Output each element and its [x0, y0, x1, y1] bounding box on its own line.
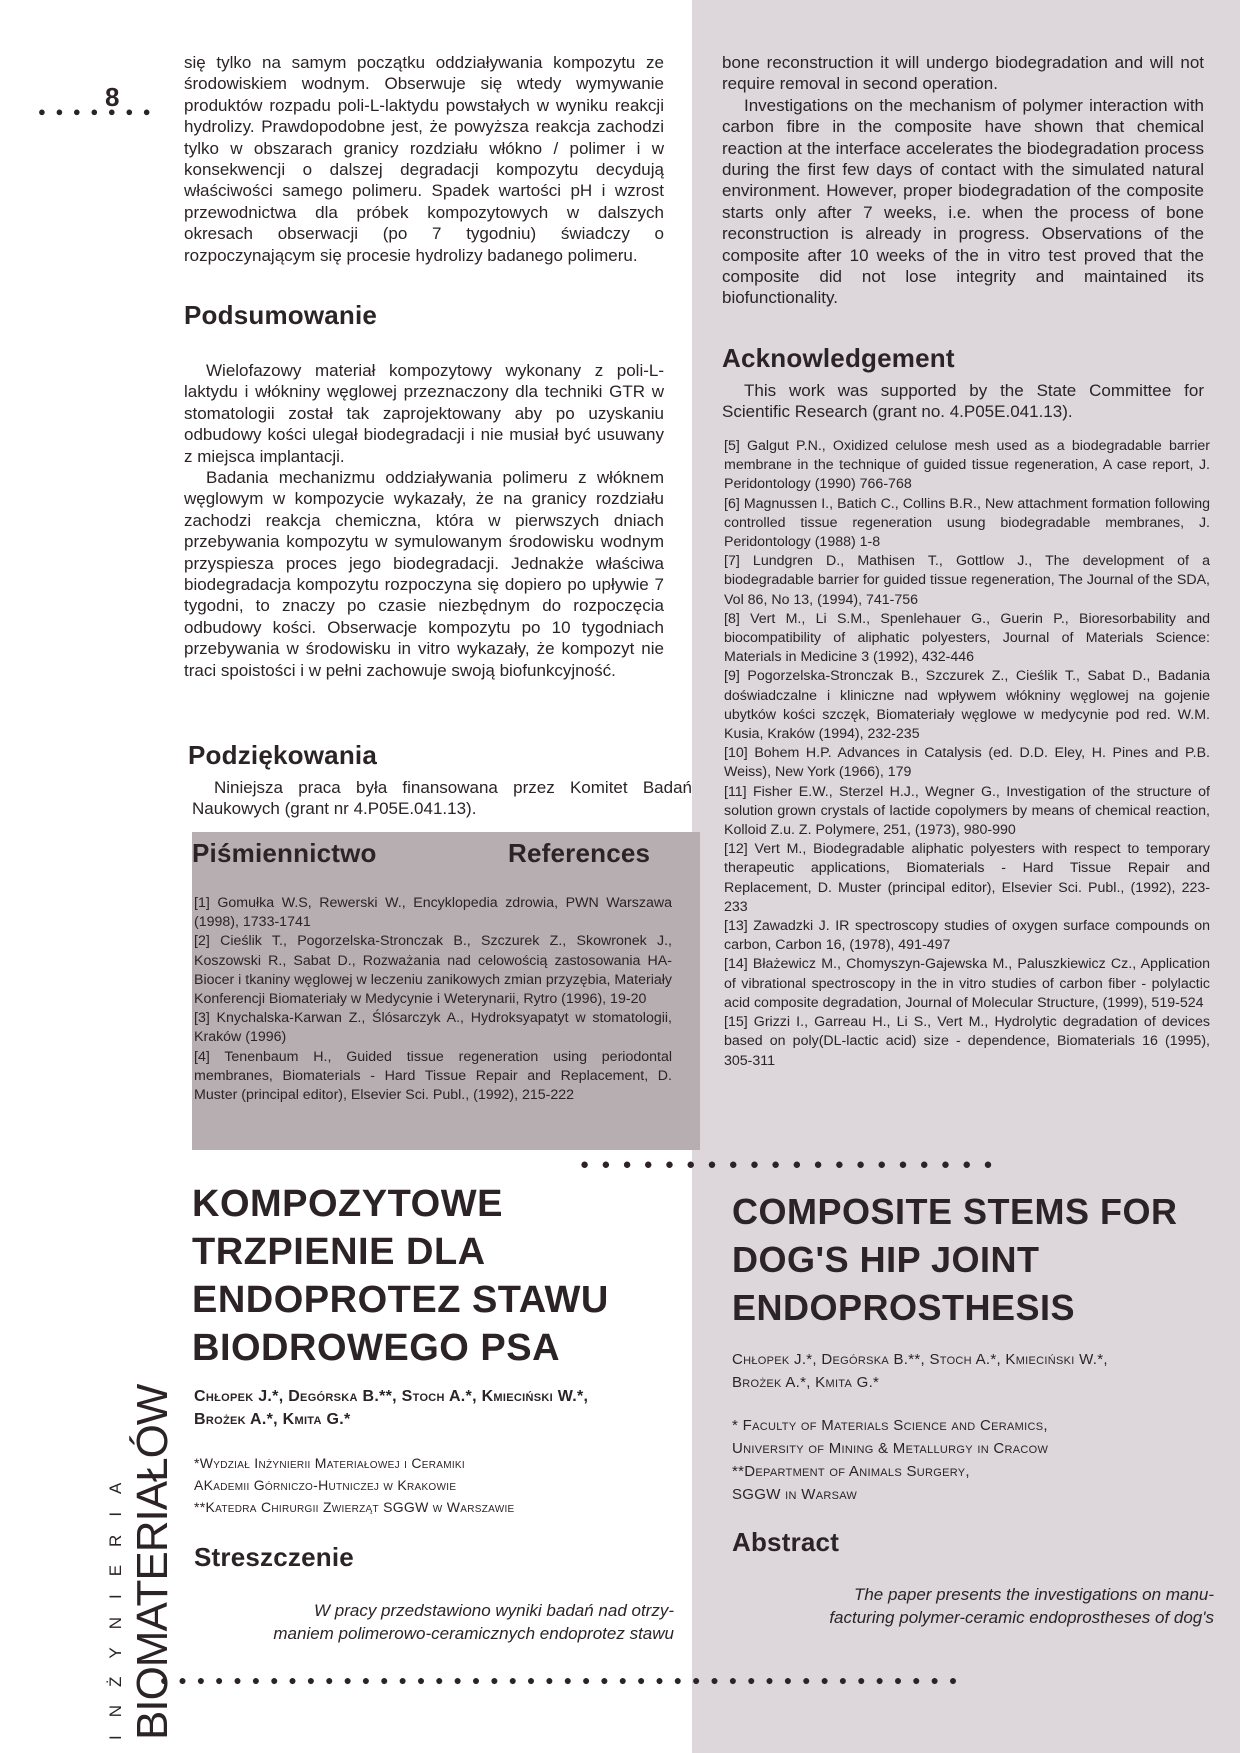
affiliation-line: University of Mining & Metallurgy in Cracow	[732, 1440, 1049, 1457]
affiliation-line: *Wydział Inżynierii Materiałowej i Ceramiki	[194, 1455, 465, 1471]
abstract-line: W pracy przedstawiono wyniki badań nad otrzy-	[314, 1601, 674, 1620]
reference-item: [15] Grizzi I., Garreau H., Li S., Vert M., Hydrolytic degradation of devices based on poly(DL-lactic acid) size - dependence, Biomaterials 16 (1995), 305-311	[724, 1014, 1210, 1069]
title-line: TRZPIENIE DLA	[192, 1231, 486, 1273]
abstract-heading-pl: Streszczenie	[194, 1542, 354, 1572]
abstract-text-en	[740, 1584, 1214, 1629]
reference-item: [1] Gomułka W.S, Rewerski W., Encyklopedia zdrowia, PWN Warszawa (1998), 1733-1741	[194, 895, 672, 931]
authors-line: Brożek A.*, Kmita G.*	[732, 1374, 880, 1391]
reference-item: [7] Lundgren D., Mathisen T., Gottlow J., The development of a biodegradable barrier for guided tissue regeneration, The Journal of the SDA, Vol 86, No 13, (1994), 741-756	[724, 553, 1210, 608]
summary-paragraph: Badania mechanizmu oddziaływania polimeru z włóknem węglowym w kompozycie wykazały, że na granicy rozdziału zachodzi reakcja chemiczna, która w pierwszych dniach przebywania kompozytu w symulowanym środowisku wodnym przyspiesza proces jego biodegradacji. Jednakże właściwa biodegradacja kompozytu rozpoczyna się dopiero po upływie 7 tygodni, to znaczy po czasie niezbędnym do rozpoczęcia odbudowy kości. Obserwacje kompozytu po 10 tygodniach przebywania w środowisku in vitro wykazały, że kompozyt nie traci spoistości i w pełni zachowuje swoją biofunkcyjność.	[184, 468, 664, 680]
affiliations-pl	[194, 1452, 515, 1518]
article-title-en	[732, 1188, 1178, 1332]
reference-item: [9] Pogorzelska-Stronczak B., Szczurek Z., Cieślik T., Sabat D., Badania doświadczalne i kliniczne nad wpływem włókniny węglowej na gojenie ubytków kości szczęk, Biomateriały węglowe w medycynie pod red. W.M. Kusia, Kraków (1994), 232-235	[724, 668, 1210, 743]
ack-heading-pl: Podziękowania	[188, 740, 377, 770]
reference-item: [5] Galgut P.N., Oxidized celulose mesh used as a biodegradable barrier membrane in the technique of guided tissue regeneration, A case report, J. Peridontology (1990) 766-768	[724, 438, 1210, 493]
title-line: ENDOPROSTHESIS	[732, 1287, 1076, 1328]
affiliation-line: AKademii Górniczo-Hutniczej w Krakowie	[194, 1477, 457, 1493]
abstract-line: facturing polymer-ceramic endoprostheses of dog's	[829, 1607, 1214, 1627]
reference-item: [4] Tenenbaum H., Guided tissue regeneration using periodontal membranes, Biomaterials - Hard Tissue Repair and Replacement, D. Muster (principal editor), Elsevier Sci. Publ., (1992), 215-222	[194, 1048, 672, 1104]
title-line: BIODROWEGO PSA	[192, 1327, 561, 1369]
ack-paragraph-pl: Niniejsza praca była finansowana przez Komitet Badań Naukowych (grant nr 4.P05E.041.13).	[192, 778, 692, 819]
authors-line: Chłopek J.*, Degórska B.**, Stoch A.*, Kmieciński W.*,	[194, 1388, 589, 1405]
reference-item: [2] Cieślik T., Pogorzelska-Stronczak B., Szczurek Z., Skowronek J., Koszowski R., Sabat D., Rozważania nad celowością zastosowania HA-Biocer i tkaniny węglowej w leczeniu zanikowych zmian przyzębia, Materiały Konferencji Biomateriały w Medycynie i Weterynarii, Rytro (1996), 19-20	[194, 933, 672, 1008]
references-heading-pl: Piśmiennictwo	[192, 838, 377, 868]
title-line: DOG'S HIP JOINT	[732, 1239, 1040, 1280]
affiliation-line: **Katedra Chirurgii Zwierząt SGGW w Warszawie	[194, 1499, 515, 1515]
right-body-text	[722, 52, 1204, 309]
affiliation-line: SGGW in Warsaw	[732, 1486, 858, 1503]
ack-paragraph-en: This work was supported by the State Committee for Scientific Research (grant no. 4.P05E.041.13).	[722, 381, 1204, 422]
affiliation-line: **Department of Animals Surgery,	[732, 1463, 970, 1480]
journal-logo-top-text: INŻYNIERIA	[106, 1464, 125, 1740]
references-list-right	[724, 437, 1210, 1071]
reference-item: [10] Bohem H.P. Advances in Catalysis (ed. D.D. Eley, H. Pines and P.B. Weiss), New York (1966), 179	[724, 745, 1210, 781]
page-number-dots: ● ● ● ● ● ● ●	[38, 104, 154, 119]
abstract-line: maniem polimerowo-ceramicznych endoprotez stawu	[273, 1623, 674, 1643]
abstract-heading-en: Abstract	[732, 1527, 840, 1557]
authors-line: Chłopek J.*, Degórska B.**, Stoch A.*, Kmieciński W.*,	[732, 1351, 1108, 1368]
right-paragraph: bone reconstruction it will undergo biodegradation and will not require removal in second operation.	[722, 53, 1204, 94]
ack-heading-en: Acknowledgement	[722, 343, 955, 373]
abstract-text-pl	[200, 1600, 674, 1645]
journal-logo-main-text: BIOMATERIAŁÓW	[128, 1384, 177, 1740]
reference-item: [12] Vert M., Biodegradable aliphatic polyesters with respect to temporary therapeutic applications, Biomaterials - Hard Tissue Repair and Replacement, D. Muster (principal editor), Elsevier Sci. Publ., (1992), 223-233	[724, 841, 1210, 915]
title-line: KOMPOZYTOWE	[192, 1183, 503, 1225]
reference-item: [3] Knychalska-Karwan Z., Ślósarczyk A., Hydroksyapatyt w stomatologii, Kraków (1996)	[194, 1010, 672, 1046]
affiliation-line: * Faculty of Materials Science and Ceramics,	[732, 1417, 1048, 1434]
title-line: ENDOPROTEZ STAWU	[192, 1279, 609, 1321]
summary-text-pl	[184, 360, 664, 681]
page-number: 8	[105, 82, 120, 112]
separator-dots: ● ● ● ● ● ● ● ● ● ● ● ● ● ● ● ● ● ● ● ●	[580, 1156, 997, 1173]
article-title-pl	[192, 1180, 609, 1372]
authors-pl	[194, 1385, 588, 1431]
reference-item: [14] Błażewicz M., Chomyszyn-Gajewska M., Paluszkiewicz Cz., Application of vibrational spectroscopy in the in vitro studies of carbon fiber - polylactic acid composite degradation, Journal of Molecular Structure, (1999), 519-524	[724, 956, 1210, 1011]
references-heading-en: References	[508, 838, 651, 868]
ack-text-en	[722, 380, 1204, 423]
reference-item: [8] Vert M., Li S.M., Spenlehauer G., Guerin P., Bioresorbability and biocompatibility of aliphatic polyesters, Journal of Materials Science: Materials in Medicine 3 (1992), 432-446	[724, 610, 1210, 666]
abstract-line: The paper presents the investigations on manu-	[853, 1585, 1214, 1604]
reference-item: [6] Magnussen I., Batich C., Collins B.R., New attachment formation following controlled tissue regeneration usung biodegradable membranes, J. Peridontology (1988) 1-8	[724, 495, 1210, 551]
left-paragraph: się tylko na samym początku oddziaływania kompozytu ze środowiskiem wodnym. Obserwuje się wtedy wymywanie produktów rozpadu poli-L-laktydu powstałych w wyniku reakcji hydrolizy. Prawdopodobne jest, że powyższa reakcja zachodzi tylko w obszarach granicy rozdziału włókno / polimer i w konsekwencji o dalszej degradacji kompozytu decydują właściwości samego polimeru. Spadek wartości pH i wzrost przewodnictwa dla próbek kompozytowych w dalszych okresach obserwacji (po 7 tygodniu) świadczy o rozpoczynającym się procesie hydrolizy badanego polimeru.	[184, 53, 664, 265]
reference-item: [13] Zawadzki J. IR spectroscopy studies of oxygen surface compounds on carbon, Carbon 16, (1978), 491-497	[724, 918, 1210, 954]
reference-item: [11] Fisher E.W., Sterzel H.J., Wegner G., Investigation of the structure of solution grown crystals of lactide copolymers by means of chemical reaction, Kolloid Z.u. Z. Polymere, 251, (1973), 980-990	[724, 783, 1210, 839]
affiliations-en	[732, 1414, 1048, 1506]
authors-line: Brożek A.*, Kmita G.*	[194, 1411, 351, 1428]
journal-logo	[100, 1340, 177, 1740]
summary-heading-pl: Podsumowanie	[184, 300, 378, 330]
right-paragraph: Investigations on the mechanism of polymer interaction with carbon fibre in the composite have shown that chemical reaction at the interface accelerates the biodegradation process during the first few days of contact with the simulated natural environment. However, proper biodegradation of the composite starts only after 7 weeks, i.e. when the process of bone reconstruction is already in progress. Observations of the composite after 10 weeks of the in vitro test proved that the composite did not lose integrity and maintained its biofunctionality.	[722, 95, 1204, 308]
title-line: COMPOSITE STEMS FOR	[732, 1191, 1178, 1232]
footer-dots: ● ● ● ● ● ● ● ● ● ● ● ● ● ● ● ● ● ● ● ● ● ● ● ● ● ● ● ● ● ● ● ● ● ● ● ● ● ● ● ● ● ● ● ●	[160, 1672, 961, 1688]
ack-text-pl	[192, 777, 692, 820]
authors-en	[732, 1348, 1108, 1394]
summary-paragraph: Wielofazowy materiał kompozytowy wykonany z poli-L-laktydu i włókniny węglowej przeznaczony dla techniki GTR w stomatologii został tak zaprojektowany aby po uzyskaniu odbudowy kości ulegał biodegradacji i nie musiał być usuwany z miejsca implantacji.	[184, 361, 664, 466]
left-body-text	[184, 52, 664, 266]
references-list-left	[194, 894, 672, 1105]
